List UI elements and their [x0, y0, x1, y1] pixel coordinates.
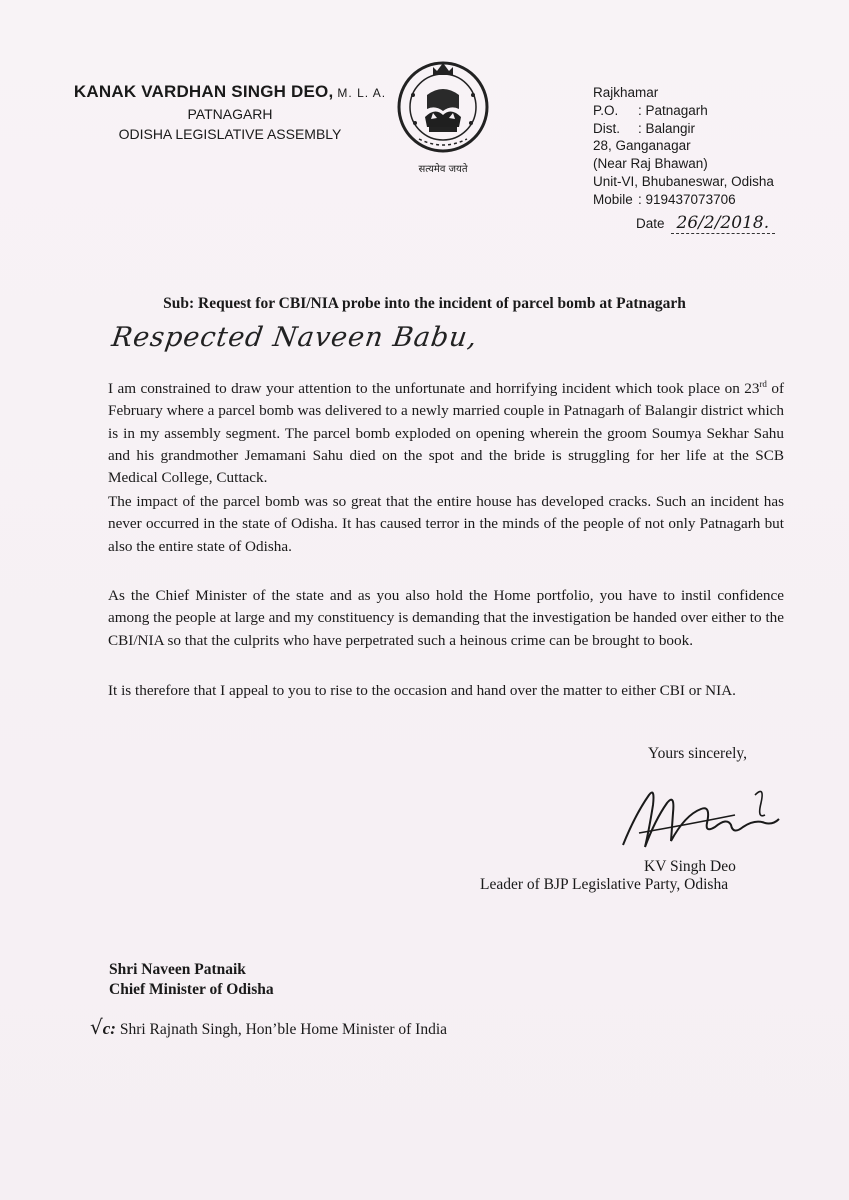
cc-text: Shri Rajnath Singh, Hon’ble Home Minister of India — [119, 1021, 448, 1038]
address-dist-value: : Balangir — [638, 120, 696, 136]
address-mobile — [593, 191, 774, 209]
paragraph-1 — [108, 373, 784, 490]
closing: Yours sincerely, — [648, 745, 748, 762]
sender-constituency: PATNAGARH — [187, 106, 273, 122]
address-line-4: 28, Ganganagar — [593, 138, 691, 154]
paragraph-4-text: It is therefore that I appeal to you to rise to the occasion and hand over the matter to either CBI or NIA. — [108, 682, 736, 699]
address-po — [593, 102, 774, 120]
address-line-5: (Near Raj Bhawan) — [593, 156, 708, 172]
paragraph-2-text: The impact of the parcel bomb was so great that the entire house has developed cracks. Such an incident has never occurred in the state of Odisha. It has caused terror in the minds of the people of not only Patnagarh but also the entire state of Odisha. — [108, 493, 784, 555]
address-dist-label: Dist. — [593, 120, 620, 136]
signatory-title: Leader of BJP Legislative Party, Odisha — [480, 876, 729, 893]
address-po-label: P.O. — [593, 102, 619, 118]
sender-address — [593, 84, 774, 209]
cc-label: c: — [102, 1019, 116, 1038]
cc-tick: √ — [90, 1015, 103, 1039]
address-dist — [593, 120, 774, 138]
sender-name: KANAK VARDHAN SINGH DEO, — [73, 82, 334, 101]
emblem-seal-icon — [393, 55, 493, 159]
sender-name-line — [60, 82, 400, 102]
date-value: 26/2/2018. — [671, 213, 776, 234]
letterhead-sender — [60, 82, 400, 142]
paragraph-3-text: As the Chief Minister of the state and as you also hold the Home portfolio, you have to instil confidence among the people at large and my constituency is demanding that the investigation be handed over either to the CBI/NIA so that the culprits who have perpetrated such a heinous crime can be brought to book. — [108, 587, 784, 649]
paragraph-1-b: of February where a parcel bomb was delivered to a newly married couple in Patnagarh of Balangir district which is in my assembly segment. The parcel bomb exploded on opening wherein the groom Soumya Sekhar Sahu and his grandmother Jemamani Sahu died on the spot and the bride is struggling for her life at the SCB Medical College, Cuttack. — [108, 380, 785, 487]
date-row — [636, 213, 775, 233]
paragraph-3 — [108, 585, 784, 652]
address-mobile-label: Mobile — [593, 191, 633, 207]
sender-assembly: ODISHA LEGISLATIVE ASSEMBLY — [118, 126, 342, 142]
paragraph-1-a: I am constrained to draw your attention to the unfortunate and horrifying incident which took place on 23 — [108, 380, 760, 398]
address-po-value: : Patnagarh — [638, 102, 708, 118]
signatory-name: KV Singh Deo — [644, 858, 736, 875]
recipient-title: Chief Minister of Odisha — [109, 981, 274, 998]
address-line-1: Rajkhamar — [593, 85, 659, 100]
subject-line: Sub: Request for CBI/NIA probe into the incident of parcel bomb at Patnagarh — [163, 295, 686, 312]
paragraph-2 — [108, 491, 784, 558]
date-label: Date — [636, 216, 665, 231]
cc-line — [90, 1015, 447, 1039]
sender-designation: M. L. A. — [337, 86, 387, 100]
salutation: Respected Naveen Babu, — [109, 322, 480, 353]
address-line-6: Unit-VI, Bhubaneswar, Odisha — [593, 173, 774, 189]
signature-icon — [615, 775, 785, 860]
paragraph-4 — [108, 680, 784, 702]
emblem-motto: सत्यमेव जयते — [418, 164, 468, 175]
paragraph-1-sup: rd — [759, 379, 767, 389]
emblem — [393, 55, 493, 180]
recipient-block — [109, 960, 274, 1000]
address-mobile-value: : 919437073706 — [638, 191, 736, 207]
recipient-name: Shri Naveen Patnaik — [109, 961, 246, 978]
